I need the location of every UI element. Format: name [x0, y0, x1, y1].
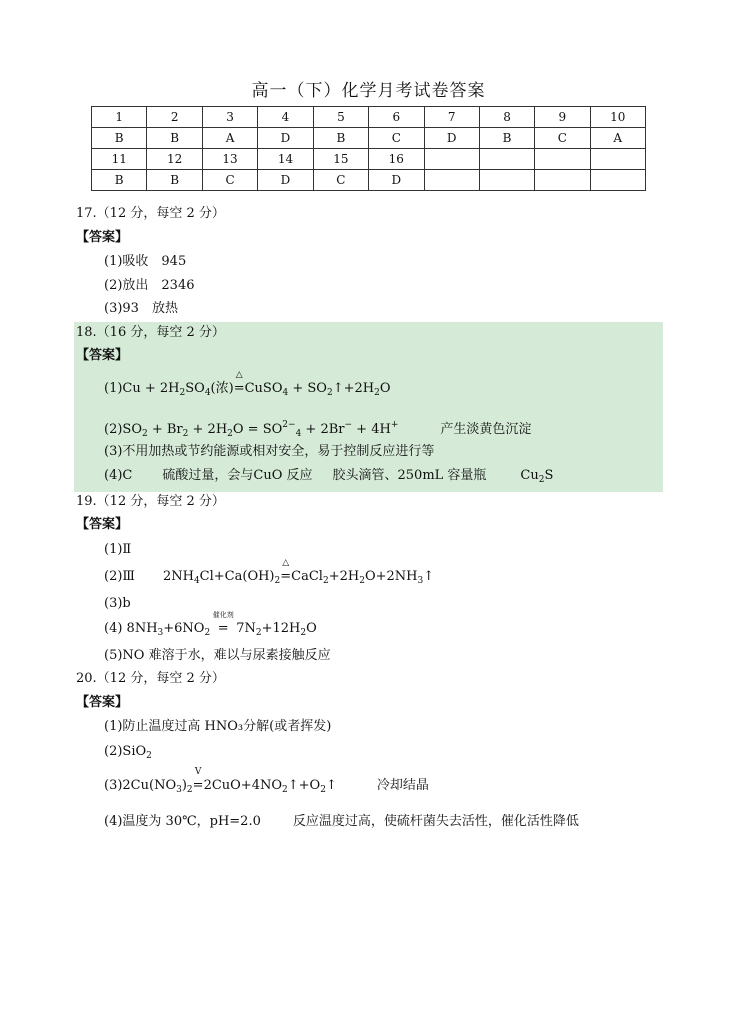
answer-table-cell: [535, 170, 590, 191]
answer-table-cell: B: [479, 128, 534, 149]
answer-table-cell: B: [147, 128, 202, 149]
q19-item-2: (2)Ⅲ $2NH_4Cl+Ca(OH)_2$ △ $=CaCl_2+2H_2O+2NH_3↑$: [104, 558, 435, 586]
q18-item-4: (4)C 硫酸过量，会与CuO 反应 胶头滴管、250mL 容量瓶 $Cu_2S$: [104, 468, 554, 485]
answer-table-row: [92, 170, 646, 191]
q18-item-1: $(1)Cu + 2H_2SO_4$(浓) △ =CuSO$_4$ + $SO_2↑+2H_2O$: [104, 370, 391, 398]
q17-item-2: (2)放出 2346: [104, 278, 195, 293]
q17-header: 17.（12 分，每空 2 分）: [76, 206, 225, 221]
answer-table-cell: 4: [258, 107, 313, 128]
answer-table-cell: C: [313, 170, 368, 191]
q20-item-2: (2)SiO$_2$: [104, 744, 152, 761]
answer-table-cell: B: [92, 170, 147, 191]
answer-table-cell: 13: [202, 149, 257, 170]
answer-table-cell: B: [92, 128, 147, 149]
page-title: 高一（下）化学月考试卷答案: [251, 81, 486, 101]
answer-table-row: [92, 128, 646, 149]
q18-header: 18.（16 分，每空 2 分）: [76, 325, 225, 340]
q20-item-4: (4)温度为 30℃，pH=2.0 反应温度过高，使硫杆菌失去活性，催化活性降低: [104, 814, 579, 829]
answer-table-cell: [424, 170, 479, 191]
answer-table-cell: 10: [590, 107, 645, 128]
q20-item-3: $(3)2Cu(NO_3)_2$ V $=2CuO+4NO_2↑+O_2↑$ 冷却结晶: [104, 767, 429, 795]
answer-table-row: [92, 107, 646, 128]
answer-table-cell: [590, 170, 645, 191]
q19-header: 19.（12 分，每空 2 分）: [76, 494, 225, 509]
answer-table-cell: [424, 149, 479, 170]
q20-item-1: (1)防止温度过高 HNO₃分解(或者挥发): [104, 719, 332, 734]
q17-item-3: (3)93 放热: [104, 301, 178, 316]
q17-item-1: (1)吸收 945: [104, 254, 187, 269]
answer-table-cell: [590, 149, 645, 170]
answer-table: [91, 106, 646, 191]
answer-table-cell: C: [202, 170, 257, 191]
q20-header: 20.（12 分，每空 2 分）: [76, 671, 225, 686]
q20-answer-label: 【答案】: [76, 695, 129, 710]
answer-table-cell: 11: [92, 149, 147, 170]
q17-answer-label: 【答案】: [76, 230, 129, 245]
answer-table-cell: 14: [258, 149, 313, 170]
answer-table-cell: 6: [369, 107, 424, 128]
q18-answer-label: 【答案】: [76, 348, 129, 363]
q19-item-1: (1)Ⅱ: [104, 542, 132, 557]
answer-table-cell: C: [369, 128, 424, 149]
answer-table-cell: 12: [147, 149, 202, 170]
answer-table-cell: 1: [92, 107, 147, 128]
answer-table-cell: [535, 149, 590, 170]
answer-table-cell: 7: [424, 107, 479, 128]
answer-table-cell: 2: [147, 107, 202, 128]
q19-item-3: (3)b: [104, 596, 131, 611]
answer-table-cell: D: [424, 128, 479, 149]
answer-table-cell: 9: [535, 107, 590, 128]
answer-table-cell: A: [590, 128, 645, 149]
q18-item-3: (3)不用加热或节约能源或相对安全，易于控制反应进行等: [104, 444, 435, 459]
answer-table-cell: C: [535, 128, 590, 149]
q18-item-2: $(2)SO_2 + Br_2 + 2H_2O = SO^{2-}_4 + 2Br^- + 4H^+$ 产生淡黄色沉淀: [104, 420, 532, 439]
answer-table-cell: 3: [202, 107, 257, 128]
answer-table-cell: D: [369, 170, 424, 191]
answer-table-cell: B: [313, 128, 368, 149]
q19-answer-label: 【答案】: [76, 517, 129, 532]
answer-table-cell: 16: [369, 149, 424, 170]
q19-item-4: (4) $8NH_3+6NO_2$ 催化剂 = $7N_2+12H_2O$: [104, 611, 317, 638]
answer-table-cell: [479, 170, 534, 191]
answer-table-cell: 8: [479, 107, 534, 128]
answer-table-cell: [479, 149, 534, 170]
answer-table-cell: A: [202, 128, 257, 149]
answer-table-cell: 15: [313, 149, 368, 170]
answer-table-cell: D: [258, 128, 313, 149]
answer-table-cell: D: [258, 170, 313, 191]
answer-table-cell: 5: [313, 107, 368, 128]
q19-item-5: (5)NO 难溶于水，难以与尿素接触反应: [104, 648, 331, 663]
answer-table-row: [92, 149, 646, 170]
answer-table-cell: B: [147, 170, 202, 191]
